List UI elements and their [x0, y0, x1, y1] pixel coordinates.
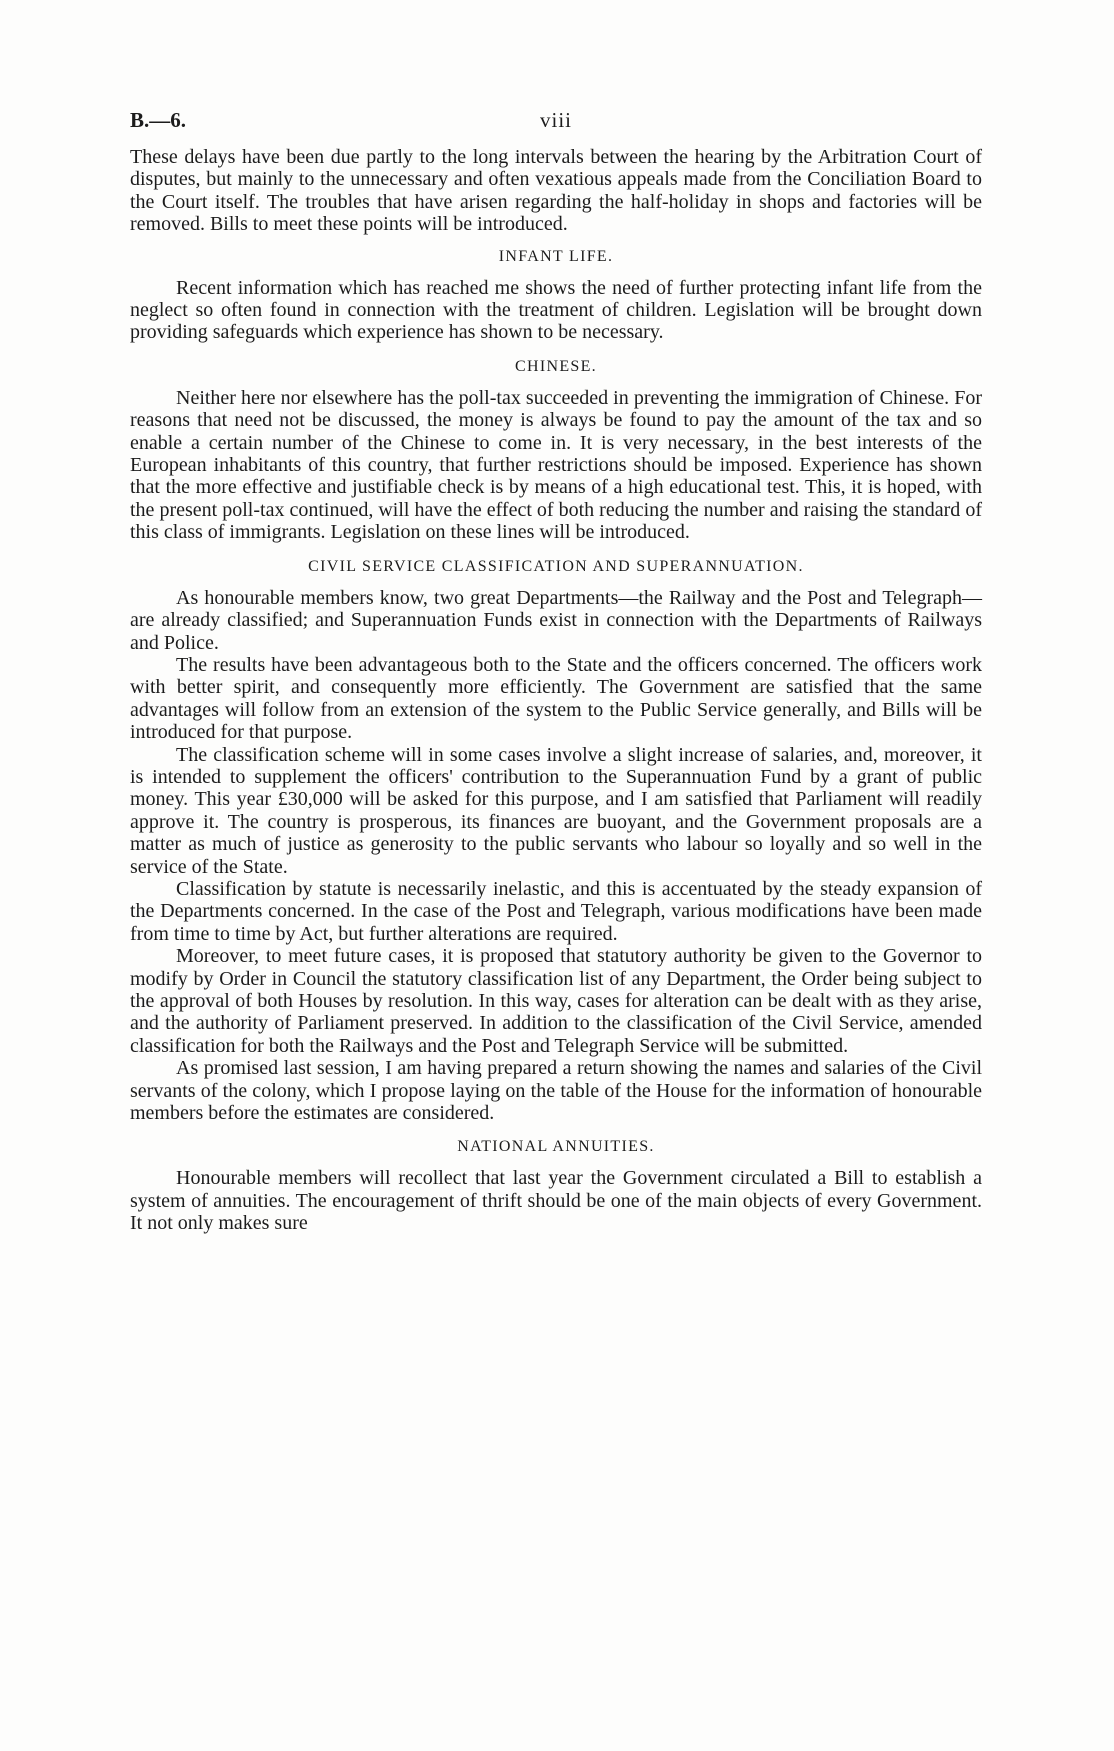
paragraph: The results have been advantageous both to the State and the officers concerned. The officers work with better spirit, and consequently more efficiently. The Government are satisfied that the same advantages will follow from an extension of the system to the Public Service generally, and Bills will be introduced for that purpose. [130, 653, 982, 744]
document-reference: B.—6. [130, 108, 187, 132]
section-heading-civil-service: CIVIL SERVICE CLASSIFICATION AND SUPERANNUATION. [308, 557, 804, 575]
paragraph: The classification scheme will in some cases involve a slight increase of salaries, and, moreover, it is intended to supplement the officers' contribution to the Superannuation Fund by a grant of public money. This year £30,000 will be asked for this purpose, and I am satisfied that Parliament will readily approve it. The country is prosperous, its finances are buoyant, and the Government proposals are a matter as much of justice as generosity to the public servants who labour so loyally and so well in the service of the State. [130, 743, 982, 878]
paragraph: As promised last session, I am having prepared a return showing the names and salaries of the Civil servants of the colony, which I propose laying on the table of the House for the information of honourable members before the estimates are considered. [130, 1057, 982, 1125]
section-heading-national-annuities: NATIONAL ANNUITIES. [457, 1138, 655, 1156]
paragraph: Recent information which has reached me shows the need of further protecting infant life from the neglect so often found in connection with the treatment of children. Legislation will be brought down providing safeguards which experience has shown to be necessary. [130, 276, 982, 344]
paragraph: Neither here nor elsewhere has the poll-tax succeeded in preventing the immigration of Chinese. For reasons that need not be discussed, the money is always be found to pay the amount of the tax and so enable a certain number of the Chinese to come in. It is very necessary, in the best interests of the European inhabitants of this country, that further restrictions should be imposed. Experience has shown that the more effective and justifiable check is by means of a high educational test. This, it is hoped, with the present poll-tax continued, will have the effect of both reducing the number and raising the standard of this class of immigrants. Legislation on these lines will be introduced. [130, 386, 982, 544]
running-head [130, 108, 982, 138]
page-number: viii [539, 108, 572, 132]
intro-paragraph: These delays have been due partly to the long intervals between the hearing by the Arbitration Court of disputes, but mainly to the unnecessary and often vexatious appeals made from the Conciliation Board to the Court itself. The troubles that have arisen regarding the half-holiday in shops and factories will be removed. Bills to meet these points will be introduced. [130, 146, 982, 236]
section-heading-infant-life: INFANT LIFE. [498, 247, 614, 265]
paragraph: As honourable members know, two great Departments—the Railway and the Post and Telegraph—are already classified; and Superannuation Funds exist in connection with the Departments of Railways and Police. [130, 586, 982, 654]
body-text [130, 146, 982, 1235]
section-heading-chinese: CHINESE. [515, 357, 597, 375]
paragraph: Honourable members will recollect that last year the Government circulated a Bill to establish a system of annuities. The encouragement of thrift should be one of the main objects of every Government. It not only makes sure [130, 1167, 982, 1235]
paragraph: Classification by statute is necessarily inelastic, and this is accentuated by the steady expansion of the Departments concerned. In the case of the Post and Telegraph, various modifications have been made from time to time by Act, but further alterations are required. [130, 877, 982, 945]
paragraph: Moreover, to meet future cases, it is proposed that statutory authority be given to the Governor to modify by Order in Council the statutory classification list of any Department, the Order being subject to the approval of both Houses by resolution. In this way, cases for alteration can be dealt with as they arise, and the authority of Parliament preserved. In addition to the classification of the Civil Service, amended classification for both the Railways and the Post and Telegraph Service will be submitted. [130, 945, 982, 1057]
